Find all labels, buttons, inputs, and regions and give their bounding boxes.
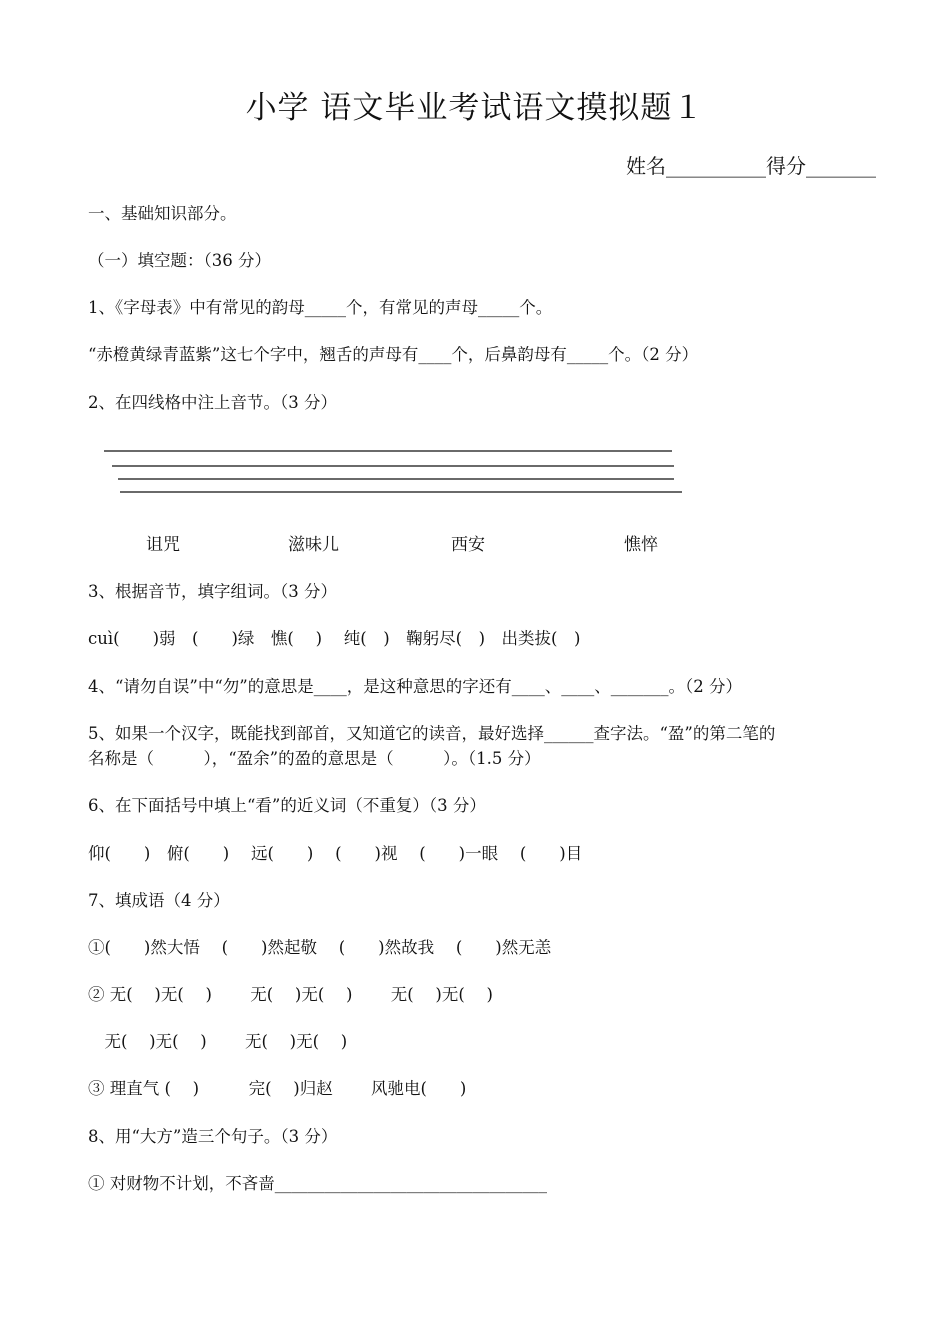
question-7-row-3: 无( )无( ) 无( )无( ) [88,1032,348,1051]
question-6-items: 仰( ) 俯( ) 远( ) ( )视 ( )一眼 ( )目 [88,844,583,863]
question-7-row-1: ①( )然大悟 ( )然起敬 ( )然故我 ( )然无恙 [88,938,552,957]
question-1b: “赤橙黄绿青蓝紫”这七个字中，翘舌的声母有____个，后鼻韵母有_____个。（2 分） [88,345,699,364]
question-4: 4、“请勿自误”中“勿”的意思是____，是这种意思的字还有____、____、_______。（2 分） [88,677,742,696]
question-7-row-4: ③ 理直气 ( ) 完( )归赵 风驰电( ) [88,1079,467,1098]
q2-word-2: 滋味儿 [288,535,339,555]
name-score-field[interactable]: 姓名__________得分_______ [626,154,876,178]
four-line-grid [0,0,950,520]
q2-word-4: 憔悴 [624,535,658,555]
question-7: 7、填成语（4 分） [88,891,230,910]
question-5b: 名称是（ ），“盈余”的盈的意思是（ ）。（1.5 分） [88,749,541,768]
question-1a: 1、《字母表》中有常见的韵母_____个，有常见的声母_____个。 [88,298,553,317]
question-8-item-1: ① 对财物不计划，不吝啬_________________________________ [88,1174,547,1193]
section-heading: 一、基础知识部分。 [88,204,237,223]
q2-word-1: 诅咒 [146,535,180,555]
question-3: 3、根据音节，填字组词。（3 分） [88,582,337,601]
part-heading: （一）填空题：（36 分） [88,251,271,270]
question-8: 8、用“大方”造三个句子。（3 分） [88,1127,338,1146]
q2-word-3: 西安 [451,535,485,555]
question-6: 6、在下面括号中填上“看”的近义词（不重复）（3 分） [88,796,486,815]
question-3-items: cuì( )弱 ( )绿 憔( ) 纯( ) 鞠躬尽( ) 出类拔( ) [88,629,581,648]
question-5a: 5、如果一个汉字，既能找到部首，又知道它的读音，最好选择______查字法。“盈”的第二笔的 [88,724,776,743]
exam-title: 小学 语文毕业考试语文摸拟题１ [245,90,705,126]
question-7-row-2: ② 无( )无( ) 无( )无( ) 无( )无( ) [88,985,493,1004]
question-2: 2、在四线格中注上音节。（3 分） [88,393,337,412]
